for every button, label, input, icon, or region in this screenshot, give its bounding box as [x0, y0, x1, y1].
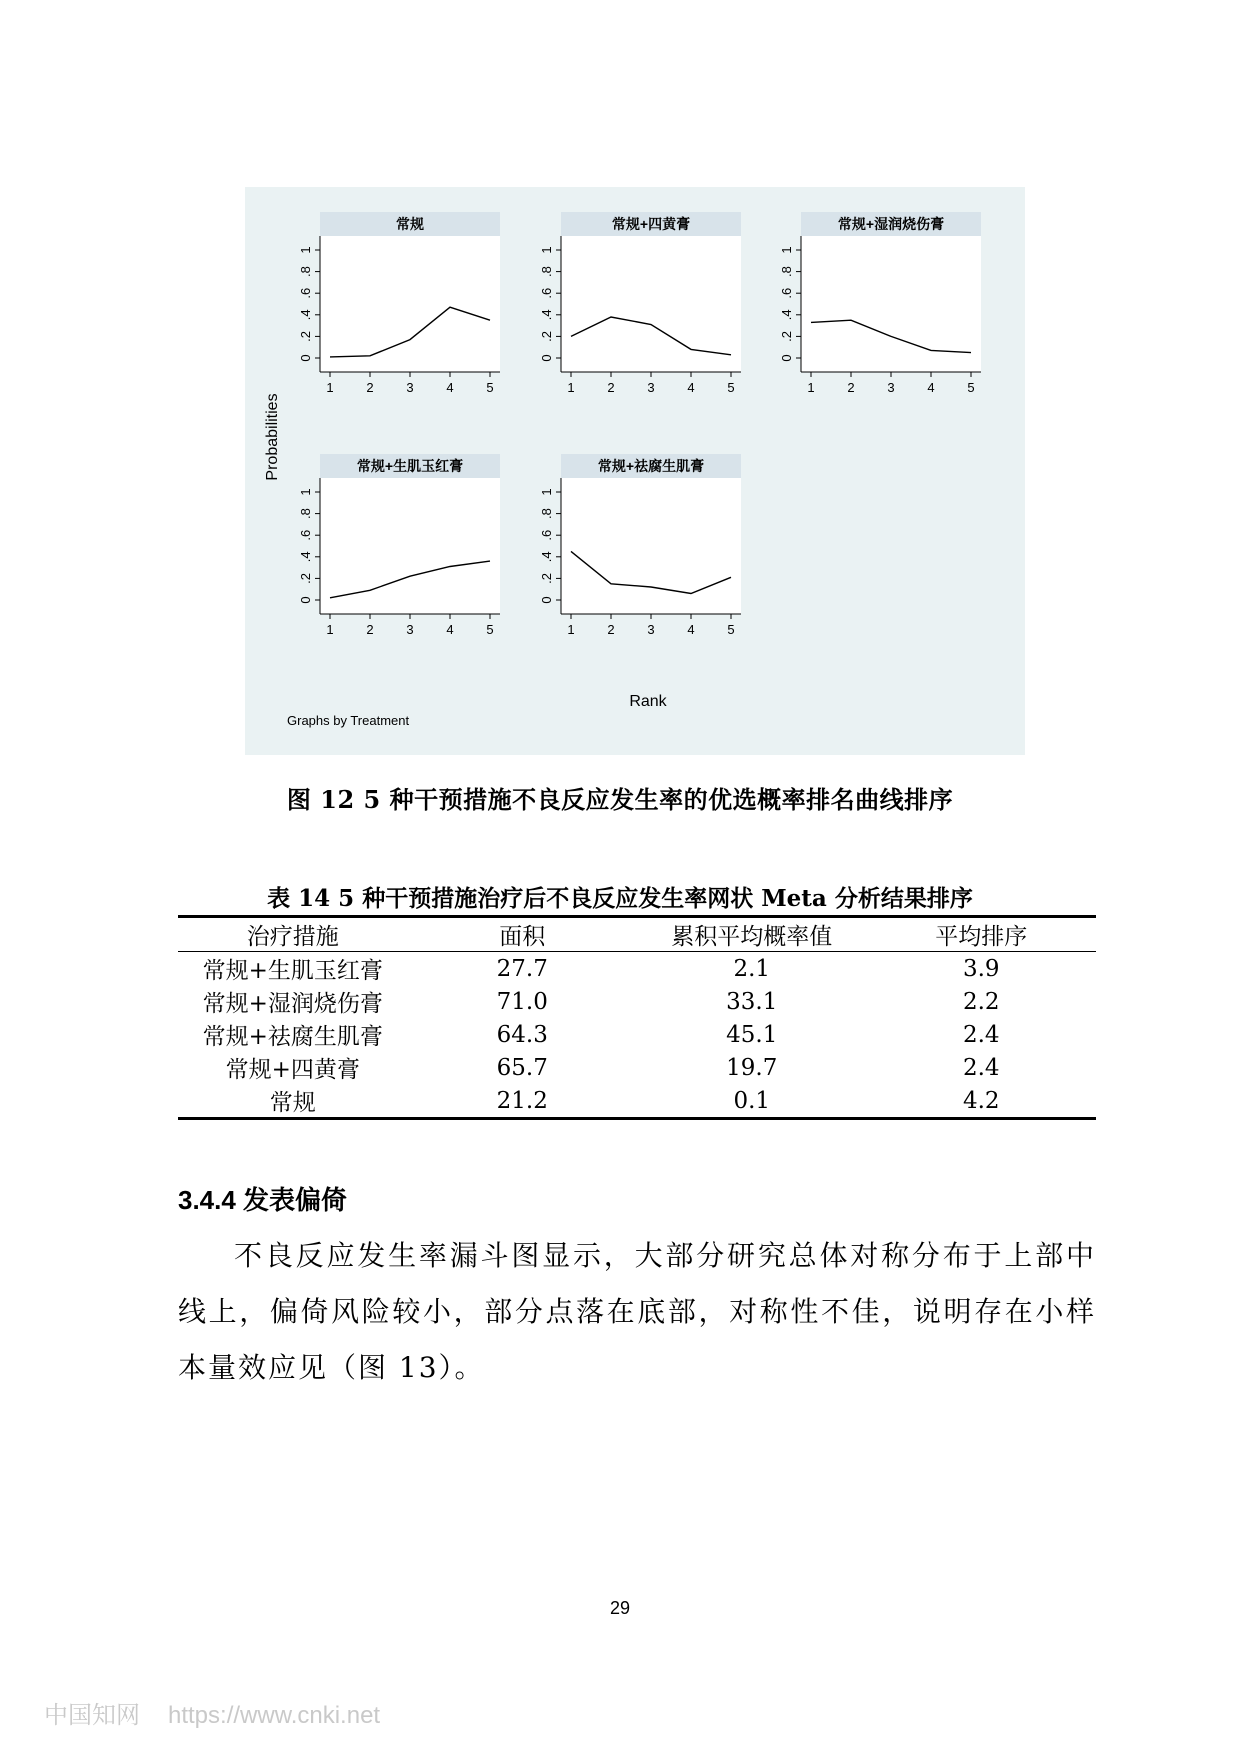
watermark-url: https://www.cnki.net [168, 1702, 381, 1729]
x-tick-label: 5 [727, 380, 735, 395]
table-row [178, 1051, 1096, 1084]
table-cell: 常规+祛腐生肌膏 [202, 1024, 383, 1050]
y-tick-label: .2 [539, 330, 554, 342]
y-tick-label: 1 [779, 246, 794, 254]
x-tick-label: 3 [406, 622, 414, 637]
table-cell: 常规 [269, 1090, 316, 1116]
y-tick-label: .8 [539, 508, 554, 520]
x-tick-label: 1 [807, 380, 815, 395]
y-tick-label: 0 [298, 354, 313, 362]
y-tick-label: .6 [539, 287, 554, 299]
x-tick-label: 1 [567, 622, 575, 637]
y-tick-label: 1 [539, 488, 554, 496]
table-caption: 表 14 5 种干预措施治疗后不良反应发生率网状 Meta 分析结果排序 [267, 885, 973, 912]
y-tick-label: 1 [298, 246, 313, 254]
y-tick-label: .2 [539, 572, 554, 584]
y-tick-label: 0 [298, 596, 313, 604]
y-tick-label: 1 [298, 488, 313, 496]
y-tick-label: .8 [298, 508, 313, 520]
y-tick-label: .6 [298, 287, 313, 299]
plot-area [561, 478, 741, 614]
y-tick-label: .4 [298, 309, 313, 321]
panel-title: 常规+四黄膏 [611, 216, 691, 232]
x-tick-label: 4 [927, 380, 935, 395]
y-tick-label: .6 [298, 529, 313, 541]
plot-area [320, 236, 500, 372]
table-cell: 27.7 [496, 955, 548, 982]
table-cell: 33.1 [726, 988, 778, 1015]
x-tick-label: 4 [687, 622, 695, 637]
x-tick-label: 5 [967, 380, 975, 395]
x-tick-label: 2 [607, 622, 615, 637]
watermark [44, 1695, 380, 1730]
x-tick-label: 5 [486, 380, 494, 395]
page-number: 29 [609, 1598, 631, 1618]
table-cell: 2.2 [962, 988, 1000, 1015]
graphs-by-note: Graphs by Treatment [287, 713, 410, 728]
table-cell: 3.9 [962, 955, 1000, 982]
x-tick-label: 1 [567, 380, 575, 395]
y-tick-label: .8 [779, 266, 794, 278]
table-cell: 64.3 [496, 1021, 548, 1048]
y-tick-label: .2 [298, 330, 313, 342]
x-tick-label: 4 [687, 380, 695, 395]
y-tick-label: 0 [779, 354, 794, 362]
figure-caption: 图 12 5 种干预措施不良反应发生率的优选概率排名曲线排序 [286, 785, 954, 814]
x-tick-label: 5 [727, 622, 735, 637]
table-cell: 常规+四黄膏 [225, 1057, 360, 1083]
x-tick-label: 2 [607, 380, 615, 395]
results-table [178, 915, 1096, 1120]
watermark-brand: 中国知网 [44, 1702, 140, 1729]
table-row [178, 1018, 1096, 1051]
plot-area [561, 236, 741, 372]
y-tick-label: .2 [298, 572, 313, 584]
table-cell: 45.1 [726, 1021, 778, 1048]
y-tick-label: 1 [539, 246, 554, 254]
x-tick-label: 2 [366, 622, 374, 637]
table-cell: 2.4 [962, 1021, 1000, 1048]
y-tick-label: .8 [539, 266, 554, 278]
x-tick-label: 4 [446, 380, 454, 395]
ranking-chart-svg [245, 187, 1025, 755]
x-tick-label: 3 [887, 380, 895, 395]
x-tick-label: 5 [486, 622, 494, 637]
panel-title: 常规+祛腐生肌膏 [597, 458, 705, 474]
table-cell: 65.7 [496, 1054, 548, 1081]
table-cell: 常规+湿润烧伤膏 [202, 991, 383, 1017]
table-cell: 21.2 [496, 1087, 548, 1114]
table-row [178, 985, 1096, 1018]
panel-title: 常规+湿润烧伤膏 [837, 216, 945, 232]
y-tick-label: .2 [779, 330, 794, 342]
y-tick-label: .6 [539, 529, 554, 541]
table-header-row [178, 917, 1096, 952]
body-paragraph: 不良反应发生率漏斗图显示，大部分研究总体对称分布于上部中线上，偏倚风险较小，部分点落在底部，对称性不佳，说明存在小样本量效应见（图 13）。 [178, 1239, 1096, 1384]
col-header-mean-rank: 平均排序 [935, 924, 1028, 950]
col-header-treatment: 治疗措施 [246, 924, 339, 950]
y-tick-label: 0 [539, 354, 554, 362]
panel-title: 常规+生肌玉红膏 [356, 458, 464, 474]
x-tick-label: 1 [326, 380, 334, 395]
x-tick-label: 2 [847, 380, 855, 395]
table-row [178, 1084, 1096, 1119]
y-tick-label: .4 [539, 309, 554, 321]
table-cell: 常规+生肌玉红膏 [202, 958, 383, 984]
col-header-cumulative-prob: 累积平均概率值 [671, 924, 833, 950]
table-cell: 71.0 [496, 988, 548, 1015]
ranking-figure [245, 187, 1025, 755]
panel-title: 常规 [396, 216, 424, 232]
table-cell: 4.2 [962, 1087, 1000, 1114]
y-tick-label: .4 [298, 551, 313, 563]
x-axis-label: Rank [629, 693, 667, 710]
x-tick-label: 3 [647, 380, 655, 395]
section-heading: 3.4.4 发表偏倚 [178, 1185, 348, 1215]
y-tick-label: .6 [779, 287, 794, 299]
table-cell: 19.7 [726, 1054, 778, 1081]
x-tick-label: 2 [366, 380, 374, 395]
y-tick-label: .4 [539, 551, 554, 563]
table-cell: 0.1 [733, 1087, 771, 1114]
y-tick-label: 0 [539, 596, 554, 604]
x-tick-label: 3 [406, 380, 414, 395]
y-tick-label: .8 [298, 266, 313, 278]
y-tick-label: .4 [779, 309, 794, 321]
col-header-area: 面积 [499, 924, 546, 950]
plot-area [320, 478, 500, 614]
table-row [178, 952, 1096, 986]
y-axis-label: Probabilities [264, 393, 281, 481]
x-tick-label: 3 [647, 622, 655, 637]
table-cell: 2.4 [962, 1054, 1000, 1081]
x-tick-label: 1 [326, 622, 334, 637]
table-cell: 2.1 [733, 955, 771, 982]
x-tick-label: 4 [446, 622, 454, 637]
